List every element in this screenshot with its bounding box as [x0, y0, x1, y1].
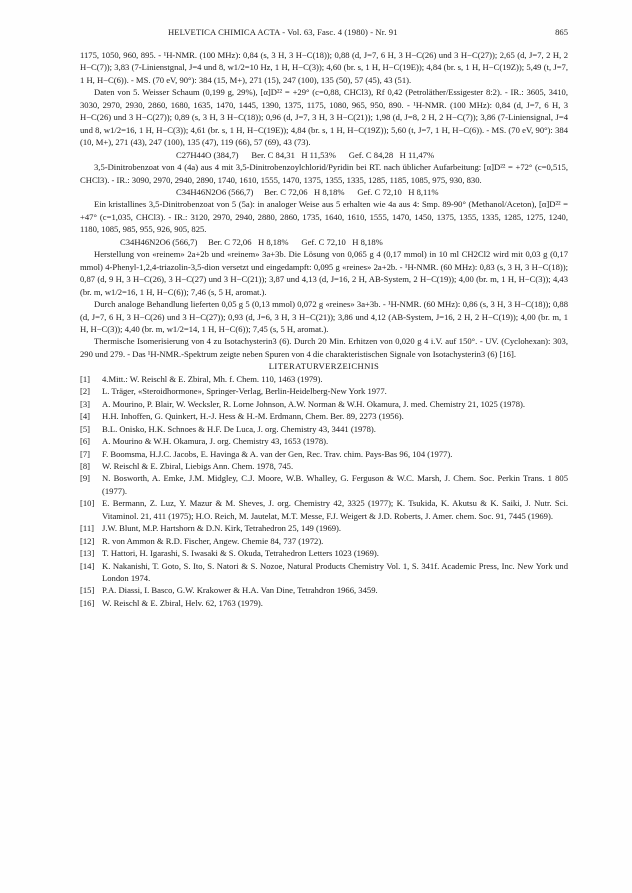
- reference-text: A. Mourino & W.H. Okamura, J. org. Chemistry 43, 1653 (1978).: [102, 436, 329, 447]
- reference-number: [14]: [80, 560, 95, 571]
- reference-text: E. Bermann, Z. Luz, Y. Mazur & M. Sheves, J. org. Chemistry 42, 3325 (1977); K. Tsukida, K. Akutsu & K. Saiki, J. Nutr. Sci. Vitaminol. 21, 411 (1975); H.O. Reich, M. Jautelat, M.T. Messe, F.J. Weigert & J.D. Roberts, J. Amer. chem. Soc. 91, 7445 (1969).: [102, 498, 568, 521]
- reference-item: [80, 584, 568, 596]
- paragraph: Ein kristallines 3,5-Dinitrobenzoat von 5 (5a): in analoger Weise aus 5 erhalten wie 4a aus 4: Smp. 89-90° (Methanol/Aceton), [α]D²² = +47° (c=1,035, CHCl3). - IR.: 3120, 2970, 2940, 2880, 2860, 1735, 1640, 1610, 1555, 1470, 1450, 1375, 1355, 1335, 1285, 1275, 1240, 1180, 1085, 985, 955, 926, 905, 825.: [80, 199, 568, 235]
- elemental-analysis: C34H46N2O6 (566,7) Ber. C 72,06 H 8,18% Gef. C 72,10 H 8,11%: [176, 186, 439, 197]
- reference-number: [5]: [80, 423, 91, 434]
- reference-item: [80, 522, 568, 534]
- reference-item: [80, 597, 568, 609]
- reference-number: [13]: [80, 548, 95, 559]
- reference-number: [8]: [80, 460, 91, 471]
- reference-item: [80, 373, 568, 385]
- reference-item: [80, 398, 568, 410]
- references-heading: LITERATURVERZEICHNIS: [268, 361, 380, 372]
- reference-item: [80, 448, 568, 460]
- reference-number: [11]: [80, 523, 94, 534]
- paragraph: 3,5-Dinitrobenzoat von 4 (4a) aus 4 mit 3,5-Dinitrobenzoylchlorid/Pyridin bei RT. nach üblicher Aufarbeitung: [α]D²² = +72° (c=0,515, CHCl3). - IR.: 3090, 2970, 2940, 2890, 1740, 1610, 1555, 1470, 1375, 1355, 1335, 1285, 1185, 1085, 975, 930, 830.: [80, 162, 568, 185]
- reference-number: [10]: [80, 498, 95, 509]
- reference-number: [7]: [80, 448, 91, 459]
- reference-text: K. Nakanishi, T. Goto, S. Ito, S. Natori & S. Nozoe, Natural Products Chemistry Vol. 1, S. 341f. Academic Press, Inc. New York und London 1974.: [102, 560, 568, 584]
- reference-number: [1]: [80, 373, 91, 384]
- running-header: [80, 27, 568, 39]
- reference-text: N. Bosworth, A. Emke, J.M. Midgley, C.J. Moore, W.B. Whalley, G. Ferguson & W.C. Marsh, J. Chem. Soc. Perkin Trans. 1 805 (1977).: [102, 473, 568, 496]
- reference-text: T. Hattori, H. Igarashi, S. Iwasaki & S. Okuda, Tetrahedron Letters 1023 (1969).: [102, 548, 379, 559]
- reference-item: [80, 423, 568, 435]
- elemental-analysis: C34H46N2O6 (566,7) Ber. C 72,06 H 8,18% Gef. C 72,10 H 8,18%: [120, 236, 383, 247]
- reference-text: J.W. Blunt, M.P. Hartshorn & D.N. Kirk, Tetrahedron 25, 149 (1969).: [102, 523, 342, 534]
- reference-number: [16]: [80, 597, 95, 608]
- reference-item: [80, 435, 568, 447]
- paragraph: Herstellung von «reinem» 2a+2b und «reinem» 3a+3b. Die Lösung von 0,065 g 4 (0,17 mmol) in 10 ml CH2Cl2 wird mit 0,03 g (0,17 mmol) 4-Phenyl-1,2,4-triazolin-3,5-dion versetzt und eingedampft: 0,095 g «reines» 2a+2b. - ¹H-NMR. (60 MHz): 0,83 (s, 3 H, 3 H−C(18)); 0,87 (d, 9 H, 3 H−C(26), 3 H−C(27) und 3 H−C(21)); 3,87 und 4,13 (d, J=16, 2 H, AB-System, 2 H−C(19)); 4,00 (br. m, 1 H, H−C(3)); 4,43 (br. m, w1/2=16, 1 H, H−C(6)); 7,46 (s, 5 H, aromat.).: [80, 249, 568, 297]
- page-number: 865: [555, 27, 568, 37]
- elemental-analysis: C27H44O (384,7) Ber. C 84,31 H 11,53% Gef. C 84,28 H 11,47%: [176, 149, 435, 160]
- reference-item: [80, 497, 568, 522]
- reference-number: [12]: [80, 535, 95, 546]
- reference-text: H.H. Inhoffen, G. Quinkert, H.-J. Hess & H.-M. Erdmann, Chem. Ber. 89, 2273 (1956).: [102, 411, 404, 422]
- reference-text: W. Reischl & E. Zbiral, Liebigs Ann. Chem. 1978, 745.: [102, 460, 294, 471]
- article-body: [80, 49, 568, 609]
- reference-item: [80, 410, 568, 422]
- journal-header: HELVETICA CHIMICA ACTA - Vol. 63, Fasc. 4 (1980) - Nr. 91: [168, 27, 398, 37]
- paragraph: Durch analoge Behandlung lieferten 0,05 g 5 (0,13 mmol) 0,072 g «reines» 3a+3b. - ¹H-NMR. (60 MHz): 0,86 (s, 3 H, 3 H−C(18)); 0,88 (d, J=7, 6 H, 3 H−C(26) und 3 H−C(27)); 0,93 (d, J=6, 3 H, 3 H−C(21)); 3,86 und 4,12 (AB-System, J=16, 2 H, 2 H−C(19)); 4,00 (br. m, 1 H, H−C(3)); 4,40 (br. m, w1/2=14, 1 H, H−C(6)); 7,45 (s, 5 H, aromat.).: [80, 299, 568, 334]
- reference-item: [80, 385, 568, 397]
- reference-text: A. Mourino, P. Blair, W. Wecksler, R. Lorne Johnson, A.W. Norman & W.H. Okamura, J. med. Chemistry 21, 1025 (1978).: [102, 398, 526, 409]
- reference-item: [80, 560, 568, 585]
- reference-text: B.L. Onisko, H.K. Schnoes & H.F. De Luca, J. org. Chemistry 43, 3441 (1978).: [102, 423, 376, 434]
- reference-number: [6]: [80, 436, 91, 447]
- reference-item: [80, 547, 568, 559]
- reference-text: W. Reischl & E. Zbiral, Helv. 62, 1763 (1979).: [102, 597, 263, 608]
- reference-text: R. von Ammon & R.D. Fischer, Angew. Chemie 84, 737 (1972).: [102, 535, 324, 546]
- paragraph: 1175, 1050, 960, 895. - ¹H-NMR. (100 MHz): 0,84 (s, 3 H, 3 H−C(18)); 0,88 (d, J=7, 6 H, 3 H−C(26) und 3 H−C(27)); 2,65 (d, J=7, 2 H, 2 H−C(7)); 3,83 (7-Linienstgnal, J=4 und 8, w1/2=10 Hz, 1 H, H−C(3)); 4,60 (br. s, 1 H, H−C(19E)); 4,84 (br. s, 1 H, H−C(19Z)); 5,49 (t, J=7, 1 H, H−C(6)). - MS. (70 eV, 90°): 384 (15, M+), 271 (15), 247 (100), 135 (50), 57 (45), 43 (51).: [80, 50, 568, 85]
- reference-number: [2]: [80, 386, 91, 397]
- reference-number: [9]: [80, 473, 91, 484]
- reference-text: L. Träger, «Steroidhormone», Springer-Verlag, Berlin-Heidelberg-New York 1977.: [102, 386, 387, 397]
- reference-text: P.A. Diassi, I. Basco, G.W. Krakower & H.A. Van Dine, Tetrahdron 1966, 3459.: [102, 585, 378, 596]
- reference-number: [3]: [80, 398, 91, 409]
- paragraph: Daten von 5. Weisser Schaum (0,199 g, 29%), [α]D²² = +29° (c=0,88, CHCl3), Rf 0,42 (Petroläther/Essigester 8:2). - IR.: 3605, 3410, 3030, 2970, 2930, 2860, 1680, 1635, 1470, 1445, 1390, 1375, 1175, 1080, 965, 950, 890. - ¹H-NMR. (100 MHz): 0,84 (d, J=7, 6 H, 3 H−C(26) und 3 H−C(27)); 0,89 (s, 3 H, 3 H−C(18)); 0,96 (d, J=7, 3 H, 3 H−C(21)); 1,98 (d, J=8, 2 H, 2 H−C(7)); 3,86 (7-Liniensignal, J=4 und 8, w1/2=16, 1 H, H−C(3)); 4,61 (br. s, 1 H, H−C(19E)); 4,84 (br. s, 1 H, H−C(19Z)); 5,60 (t, J=7, 1 H, H−C(6)). - MS. (70 eV, 90°): 384 (10, M+), 271 (43), 247 (100), 135 (47), 119 (66), 57 (69), 43 (73).: [80, 87, 568, 148]
- reference-number: [4]: [80, 411, 91, 422]
- reference-item: [80, 535, 568, 547]
- reference-item: [80, 472, 568, 497]
- reference-number: [15]: [80, 585, 95, 596]
- reference-list: [80, 373, 568, 610]
- reference-text: 4.Mitt.: W. Reischl & E. Zbiral, Mh. f. Chem. 110, 1463 (1979).: [102, 373, 323, 384]
- paragraph: Thermische Isomerisierung von 4 zu Isotachysterin3 (6). Durch 20 Min. Erhitzen von 0,020 g 4 i.V. auf 150°. - UV. (Cyclohexan): 303, 290 und 279. - Das ¹H-NMR.-Spektrum zeigte neben Spuren von 4 die charakteristischen Signale von Isotachysterin3 (6) [16].: [80, 336, 568, 359]
- reference-text: F. Boomsma, H.J.C. Jacobs, E. Havinga & A. van der Gen, Rec. Trav. chim. Pays-Bas 96, 104 (1977).: [102, 448, 453, 459]
- reference-item: [80, 460, 568, 472]
